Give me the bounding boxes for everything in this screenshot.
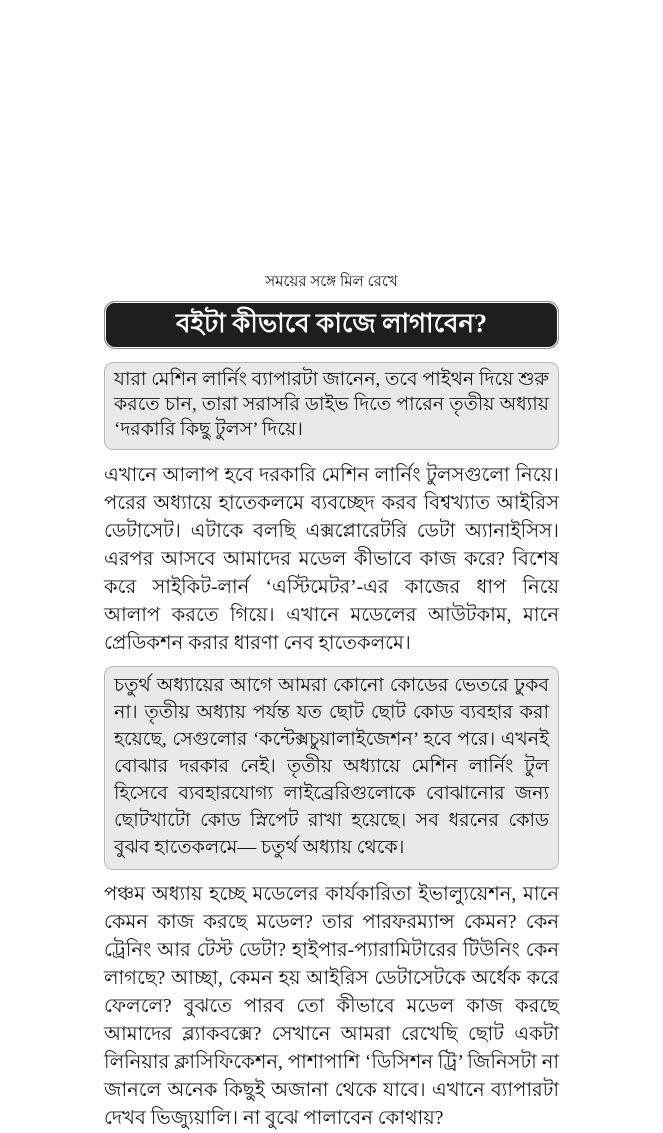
highlight-box-1: যারা মেশিন লার্নিং ব্যাপারটা জানেন, তবে পাইথন দিয়ে শুরু করতে চান, তারা সরাসরি ডাইভ দিতে পারেন তৃতীয় অধ্যায় ‘দরকারি কিছু টুলস’ দিয়ে। [104, 362, 559, 450]
chapter-title-banner [104, 301, 559, 349]
body-paragraph-1: এখানে আলাপ হবে দরকারি মেশিন লার্নিং টুলসগুলো নিয়ে। পরের অধ্যায়ে হাতেকলমে ব্যবচ্ছেদ করব বিশ্বখ্যাত আইরিস ডেটাসেট। এটাকে বলছি এক্সপ্লোরেটরি ডেটা অ্যানাইসিস। এরপর আসবে আমাদের মডেল কীভাবে কাজ করে? বিশেষ করে সাইকিট-লার্ন ‘এস্টিমেটর’-এর কাজের ধাপ নিয়ে আলাপ করতে গিয়ে। এখানে মডেলের আউটকাম, মানে প্রেডিকশন করার ধারণা নেব হাতেকলমে। [104, 465, 559, 654]
body-paragraph-2: পঞ্চম অধ্যায় হচ্ছে মডেলের কার্যকারিতা ইভাল্যুয়েশন, মানে কেমন কাজ করছে মডেল? তার পারফরম্যান্স কেমন? কেন ট্রেনিং আর টেস্ট ডেটা? হাইপার-প্যারামিটারের টিউনিং কেন লাগছে? আচ্ছা, কেমন হয় আইরিস ডেটাসেটকে অর্ধেক করে ফেললে? বুঝতে পারব তো কীভাবে মডেল কাজ করছে আমাদের ব্ল্যাকবক্সে? সেখানে আমরা রেখেছি ছোট একটা লিনিয়ার ক্লাসিফিকেশন, পাশাপাশি ‘ডিসিশন ট্রি’ জিনিসটা না জানলে অনেক কিছুই অজানা থেকে যাবে। এখানে ব্যাপারটা দেখব ভিজ্যুয়ালি। না বুঝে পালাবেন কোথায়? [104, 884, 559, 1129]
page-kicker: সময়ের সঙ্গে মিল রেখে [265, 274, 398, 290]
chapter-title-text: বইটা কীভাবে কাজে লাগাবেন? [175, 309, 488, 338]
highlight-box-2: চতুর্থ অধ্যায়ের আগে আমরা কোনো কোডের ভেতরে ঢুকব না। তৃতীয় অধ্যায় পর্যন্ত যত ছোট ছোট কোড ব্যবহার করা হয়েছে, সেগুলোর ‘কন্টেক্সচুয়ালাইজেশন’ হবে পরে। এখনই বোঝার দরকার নেই। তৃতীয় অধ্যায়ে মেশিন লার্নিং টুল হিসেবে ব্যবহারযোগ্য লাইব্রেরিগুলোকে বোঝানোর জন্য ছোটখাটো কোড স্নিপেট রাখা হয়েছে। সব ধরনের কোড বুঝব হাতেকলমে— চতুর্থ অধ্যায় থেকে। [104, 666, 559, 870]
page-content-column [104, 272, 559, 1133]
